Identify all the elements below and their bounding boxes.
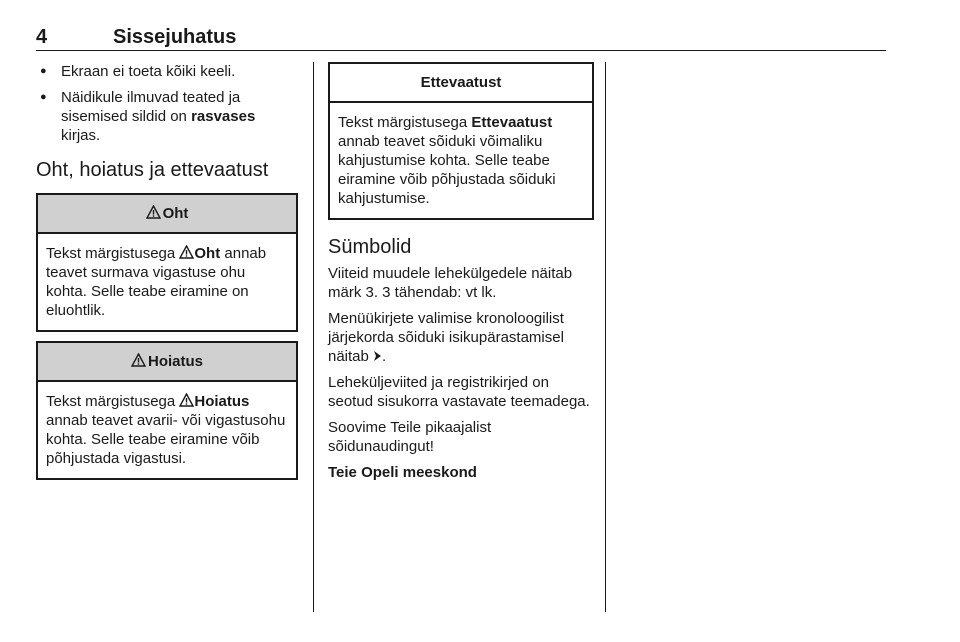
page-header: [36, 26, 886, 50]
warning-triangle-icon: [179, 392, 194, 411]
warning-box-title: Hoiatus: [147, 353, 203, 370]
warning-triangle-icon: [179, 244, 194, 263]
warning-triangle-icon: [146, 205, 161, 223]
column-divider-left: [313, 62, 314, 612]
menu-arrow-icon: [373, 347, 382, 366]
caution-box-title: Ettevaatust: [420, 74, 502, 91]
danger-box-title: Oht: [162, 205, 189, 222]
column-left: [36, 62, 298, 480]
bullet-list: [36, 62, 298, 145]
symbols-paragraph: Menüükirjete valimise kronoloogilist järjekorda sõiduki isikupärastamisel näitab .: [328, 310, 564, 365]
warning-box-header: [38, 343, 296, 382]
signoff: Teie Opeli meeskond: [328, 464, 477, 481]
symbols-paragraph: Soovime Teile pikaajalist sõidunaudingut!: [328, 419, 492, 455]
symbols-paragraph: Viiteid muudele lehekülgedele näitab märk 3. 3 tähendab: vt lk.: [328, 265, 573, 301]
symbols-heading: Sümbolid: [328, 236, 412, 258]
danger-box-header: [38, 195, 296, 234]
column-divider-right: [605, 62, 606, 612]
caution-box-body: Tekst märgistusega Ettevaatust annab teavet sõiduki võimaliku kahjustumise kohta. Selle teabe eiramine võib põhjustada sõiduki kahjustumise.: [338, 114, 556, 207]
column-middle: [328, 62, 596, 489]
caution-box-header: [330, 64, 592, 103]
danger-box: [36, 193, 298, 332]
caution-box: [328, 62, 594, 220]
bullet-item: ● Näidikule ilmuvad teated ja sisemised sildid on rasvases kirjas.: [36, 88, 298, 145]
warnings-heading: Oht, hoiatus ja ettevaatust: [36, 159, 269, 181]
warning-box: [36, 341, 298, 480]
section-title: Sissejuhatus: [113, 26, 237, 48]
header-rule: [36, 50, 886, 51]
warning-box-body: Tekst märgistusega Hoiatus annab teavet avarii- või vigastusohu kohta. Selle teabe eiramine võib põhjustada vigastusi.: [46, 393, 286, 467]
warning-triangle-icon: [131, 353, 146, 371]
symbols-paragraph: Leheküljeviited ja registrikirjed on seotud sisukorra vastavate teemadega.: [328, 374, 590, 410]
danger-box-body: Tekst märgistusega Oht annab teavet surmava vigastuse ohu kohta. Selle teabe eiramine on eluohtlik.: [46, 245, 267, 319]
page-number: 4: [36, 26, 48, 48]
bullet-item: ● Ekraan ei toeta kõiki keeli.: [36, 62, 298, 81]
